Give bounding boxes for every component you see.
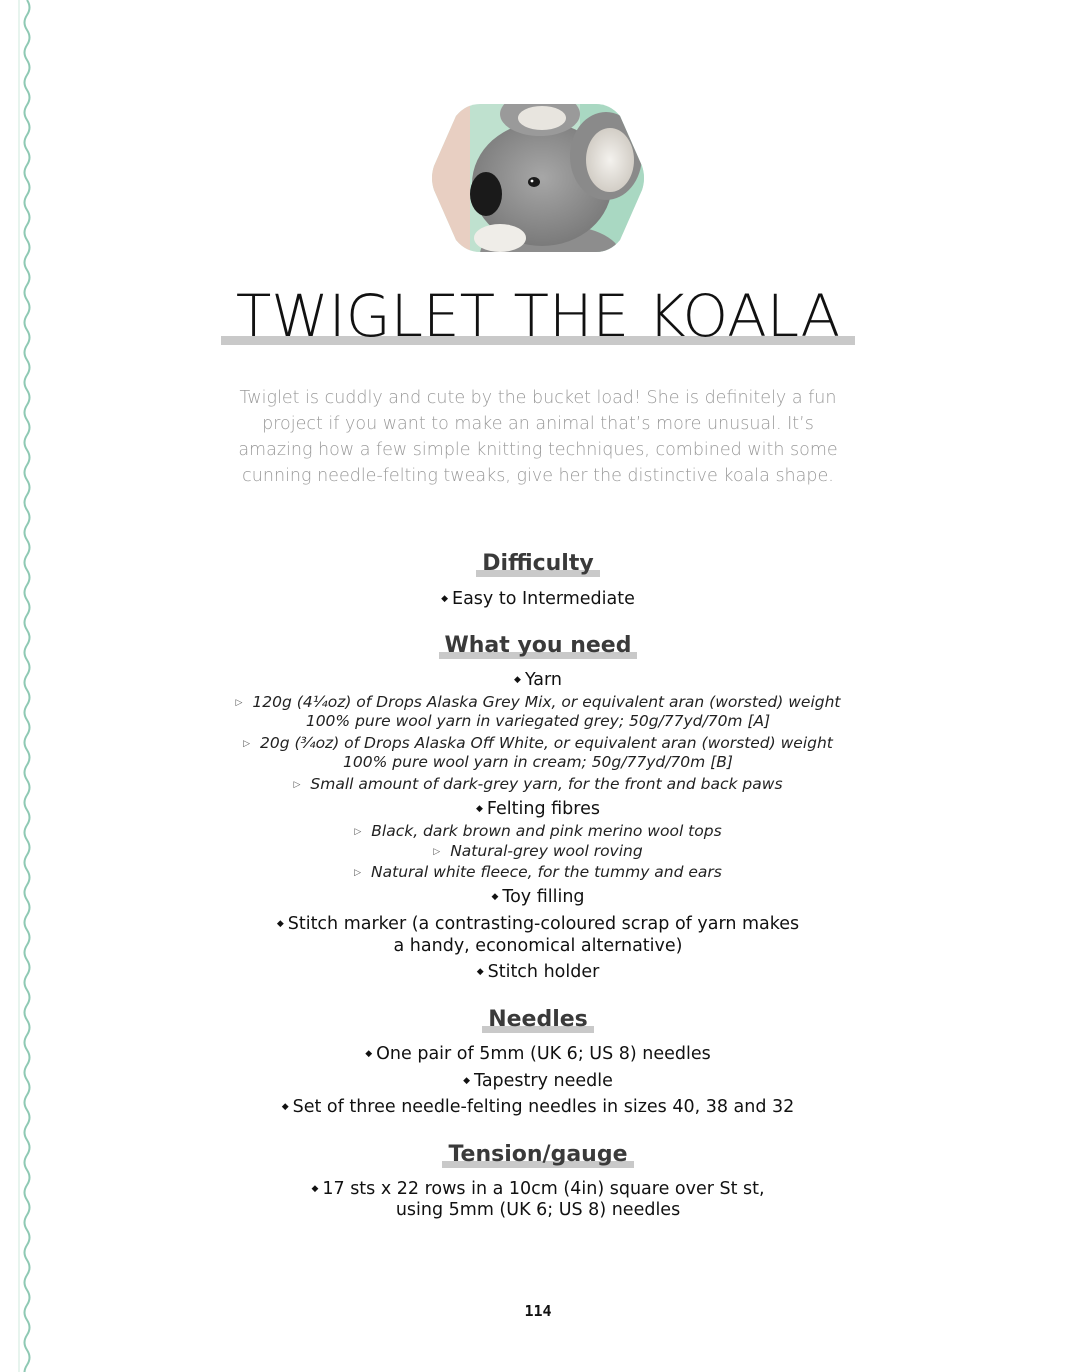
what-you-need-heading-text: What you need xyxy=(444,633,632,658)
list-item xyxy=(0,1178,1076,1200)
small-diamond-icon: ◆ xyxy=(311,1184,319,1194)
small-diamond-icon: ◆ xyxy=(476,967,484,977)
toy-filling-text: Toy filling xyxy=(502,887,585,907)
intro-paragraph: Twiglet is cuddly and cute by the bucket load! She is definitely a fun project if you want to make an animal that’s more unusual. It’s amazing how a few simple knitting techniques, combined with some cunning needle-felting tweaks, give her the distinctive koala shape. xyxy=(238,388,838,486)
yarn-item-text: Small amount of dark-grey yarn, for the front and back paws xyxy=(310,775,783,793)
small-diamond-icon: ◆ xyxy=(514,675,521,685)
yarn-tag: [B] xyxy=(710,753,733,771)
list-item-continued xyxy=(0,1199,1076,1221)
outline-triangle-icon: ▷ xyxy=(293,780,301,790)
sub-list-item-continued xyxy=(0,711,1076,731)
page-number: 114 xyxy=(524,1302,552,1320)
needles-item-text: Tapestry needle xyxy=(474,1071,613,1091)
difficulty-heading xyxy=(476,550,599,578)
needles-item-text: Set of three needle-felting needles in sizes 40, 38 and 32 xyxy=(292,1097,795,1117)
list-item xyxy=(0,798,1076,820)
difficulty-section xyxy=(0,550,1076,578)
difficulty-heading-text: Difficulty xyxy=(482,551,594,576)
list-item xyxy=(0,961,1076,983)
small-diamond-icon: ◆ xyxy=(276,919,284,929)
yarn-item-text: 100% pure wool yarn in variegated grey; 50g/77yd/70m xyxy=(305,712,743,730)
tension-section xyxy=(0,1141,1076,1169)
yarn-item-text: 120g (4¼oz) of Drops Alaska Grey Mix, or equivalent aran (worsted) weight xyxy=(252,693,841,711)
list-item xyxy=(0,1043,1076,1065)
stitch-marker-text: a handy, economical alternative) xyxy=(393,936,683,956)
felting-item-text: Black, dark brown and pink merino wool tops xyxy=(371,822,722,840)
small-diamond-icon: ◆ xyxy=(491,892,499,902)
sub-list-item xyxy=(0,862,1076,883)
list-item-continued xyxy=(0,935,1076,957)
list-item xyxy=(0,886,1076,908)
needles-heading-text: Needles xyxy=(488,1007,588,1032)
list-item xyxy=(0,669,1076,691)
small-diamond-icon: ◆ xyxy=(463,1076,471,1086)
outline-triangle-icon: ▷ xyxy=(235,698,243,708)
outline-triangle-icon: ▷ xyxy=(354,868,362,878)
needles-section xyxy=(0,1006,1076,1034)
sub-list-item xyxy=(0,733,1076,754)
sub-list-item-continued xyxy=(0,752,1076,772)
needles-item-text: One pair of 5mm (UK 6; US 8) needles xyxy=(376,1044,711,1064)
tension-heading-text: Tension/gauge xyxy=(448,1142,628,1167)
stitch-holder-text: Stitch holder xyxy=(487,962,600,982)
small-diamond-icon: ◆ xyxy=(441,594,449,604)
felting-label: Felting fibres xyxy=(486,799,600,819)
list-item xyxy=(0,588,1076,610)
yarn-tag: [A] xyxy=(747,712,771,730)
sub-list-item xyxy=(0,774,1076,795)
list-item xyxy=(0,1096,1076,1118)
yarn-item-text: 100% pure wool yarn in cream; 50g/77yd/70m xyxy=(343,753,706,771)
small-diamond-icon: ◆ xyxy=(281,1102,289,1112)
yarn-label: Yarn xyxy=(524,670,562,690)
list-item xyxy=(0,1070,1076,1092)
tension-text: 17 sts x 22 rows in a 10cm (4in) square over St st, xyxy=(322,1179,765,1199)
sub-list-item xyxy=(0,841,1076,862)
what-you-need-heading xyxy=(439,632,638,660)
what-you-need-section xyxy=(0,632,1076,660)
page-title: TWIGLET THE KOALA xyxy=(235,282,841,350)
outline-triangle-icon: ▷ xyxy=(354,827,362,837)
difficulty-value: Easy to Intermediate xyxy=(452,589,635,609)
outline-triangle-icon: ▷ xyxy=(243,739,251,749)
tension-heading xyxy=(442,1141,633,1169)
list-item xyxy=(0,913,1076,935)
sub-list-item xyxy=(0,692,1076,713)
tension-text: using 5mm (UK 6; US 8) needles xyxy=(395,1200,681,1220)
yarn-item-text: 20g (¾oz) of Drops Alaska Off White, or equivalent aran (worsted) weight xyxy=(260,734,833,752)
koala-hero-image xyxy=(430,104,646,252)
felting-item-text: Natural-grey wool roving xyxy=(450,842,643,860)
sub-list-item xyxy=(0,821,1076,842)
stitch-marker-text: Stitch marker (a contrasting-coloured scrap of yarn makes xyxy=(287,914,800,934)
outline-triangle-icon: ▷ xyxy=(433,847,441,857)
small-diamond-icon: ◆ xyxy=(365,1049,373,1059)
small-diamond-icon: ◆ xyxy=(476,804,483,814)
felting-item-text: Natural white fleece, for the tummy and ears xyxy=(371,863,722,881)
needles-heading xyxy=(482,1006,594,1034)
